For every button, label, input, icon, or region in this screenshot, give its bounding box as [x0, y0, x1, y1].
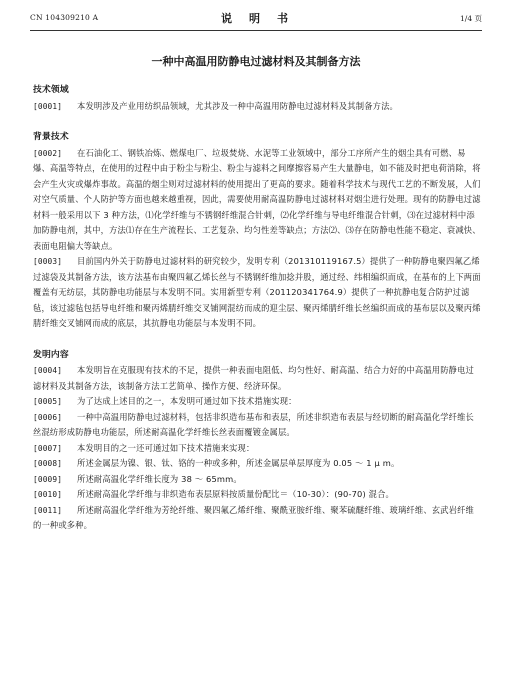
document-body	[33, 83, 482, 534]
paragraph-number: [0001]	[33, 101, 63, 111]
paragraph-number: [0007]	[33, 443, 63, 453]
document-section-title: 说 明 书	[221, 12, 291, 25]
paragraph	[33, 146, 482, 255]
invention-title: 一种中高温用防静电过滤材料及其制备方法	[151, 55, 361, 68]
paragraph-text: 为了达成上述目的之一，本发明可通过如下技术措施实现：	[77, 396, 297, 406]
section-heading: 技术领域	[33, 85, 69, 95]
paragraph-text: 目前国内外关于防静电过滤材料的研究较少，发明专利（201310119167.5）提供了一种防静电聚四氟乙烯过滤袋及其制备方法，该方法基布由聚四氟乙烯长丝与不锈钢纤维加捻并股，通过经、纬相编织而成，在基布的上下两面覆盖有无纺层，其防静电功能层与本发明不同。实用新型专利（201120341764.9）提供了一种抗静电复合防护过滤毡，该过滤毡包括导电纤维和聚丙烯腈纤维交叉铺网混纺而成的迎尘层、聚丙烯腈纤维长丝编织而成的基布层以及聚丙烯腈纤维交叉铺网而成的底层，其抗静电功能层与本发明不同。	[33, 256, 481, 328]
paragraph-text: 所述耐高温化学纤维与非织造布表层原料按质量份配比＝（10-30）：(90-70) 混合。	[77, 489, 394, 499]
paragraph-text: 所述耐高温化学纤维长度为 38 ～ 65mm。	[77, 473, 242, 484]
section-heading: 背景技术	[33, 132, 69, 142]
header-divider	[30, 30, 482, 31]
patent-number: CN 104309210 A	[30, 13, 99, 22]
paragraph-number: [0005]	[33, 397, 63, 406]
paragraph-text: 本发明旨在克服现有技术的不足，提供一种表面电阻低、均匀性好、耐高温、结合力好的中高温用防静电过滤材料及其制备方法，该制备方法工艺简单、操作方便、经济环保。	[33, 365, 475, 391]
paragraph	[33, 363, 482, 394]
paragraph-text: 本发明涉及产业用纺织品领域，尤其涉及一种中高温用防静电过滤材料及其制备方法。	[77, 100, 398, 111]
paragraph-text: 本发明目的之一还可通过如下技术措施来实现：	[77, 442, 255, 453]
section-heading: 发明内容	[33, 349, 69, 360]
paragraph-text: 所述金属层为镍、银、钛、铬的一种或多种，所述金属层单层厚度为 0.05 ～ 1 μ m。	[77, 458, 400, 468]
paragraph	[33, 254, 482, 332]
paragraph-number: [0009]	[33, 474, 63, 484]
page-indicator: 1/4 页	[460, 14, 482, 23]
paragraph	[33, 503, 482, 534]
paragraph-number: [0006]	[33, 412, 63, 422]
paragraph	[33, 456, 482, 472]
paragraph-number: [0010]	[33, 490, 63, 499]
paragraph	[33, 99, 482, 115]
page-header	[30, 10, 482, 28]
paragraph	[33, 487, 482, 503]
paragraph-number: [0004]	[33, 366, 63, 375]
paragraph-number: [0011]	[33, 505, 63, 515]
paragraph-text: 在石油化工、钢铁冶炼、燃煤电厂、垃圾焚烧、水泥等工业领域中，部分工序所产生的烟尘具有可燃、易爆、高温等特点，在使用的过程中由于粉尘与粉尘、粉尘与滤料之间摩擦容易产生大量静电，如不能及时把电荷消除，将会产生火灾或爆炸事故。高温的烟尘则对过滤材料的使用提出了更高的要求。随着科学技术与现代工艺的不断发展，人们对空气质量、个人防护等方面也越来越重视，因此，需要使用耐高温防静电过滤材料对烟尘进行处理。现有的防静电过滤材料一般采用以下 3 种方法，⑴化学纤维与不锈钢纤维混合针刺，⑵化学纤维与导电纤维混合针刺，⑶在过滤材料中添加防静电剂，其中，方法⑴存在生产流程长、工艺复杂、均匀性差等缺点；方法⑵、⑶存在防静电性能不稳定、衰减快、表面电阻偏大等缺点。	[33, 147, 481, 251]
paragraph-number: [0003]	[33, 257, 63, 266]
paragraph-number: [0008]	[33, 459, 63, 468]
paragraph	[33, 410, 482, 441]
paragraph	[33, 441, 482, 457]
paragraph	[33, 394, 482, 410]
paragraph	[33, 472, 482, 488]
paragraph-number: [0002]	[33, 148, 63, 158]
paragraph-text: 一种中高温用防静电过滤材料，包括非织造布基布和表层，所述非织造布表层与经切断的耐高温化学纤维长丝混纺形成防静电功能层，所述耐高温化学纤维长丝表面覆镀金属层。	[33, 411, 475, 437]
paragraph-text: 所述耐高温化学纤维为芳纶纤维、聚四氟乙烯纤维、聚酰亚胺纤维、聚苯硫醚纤维、玻璃纤维、玄武岩纤维的一种或多种。	[33, 504, 475, 530]
